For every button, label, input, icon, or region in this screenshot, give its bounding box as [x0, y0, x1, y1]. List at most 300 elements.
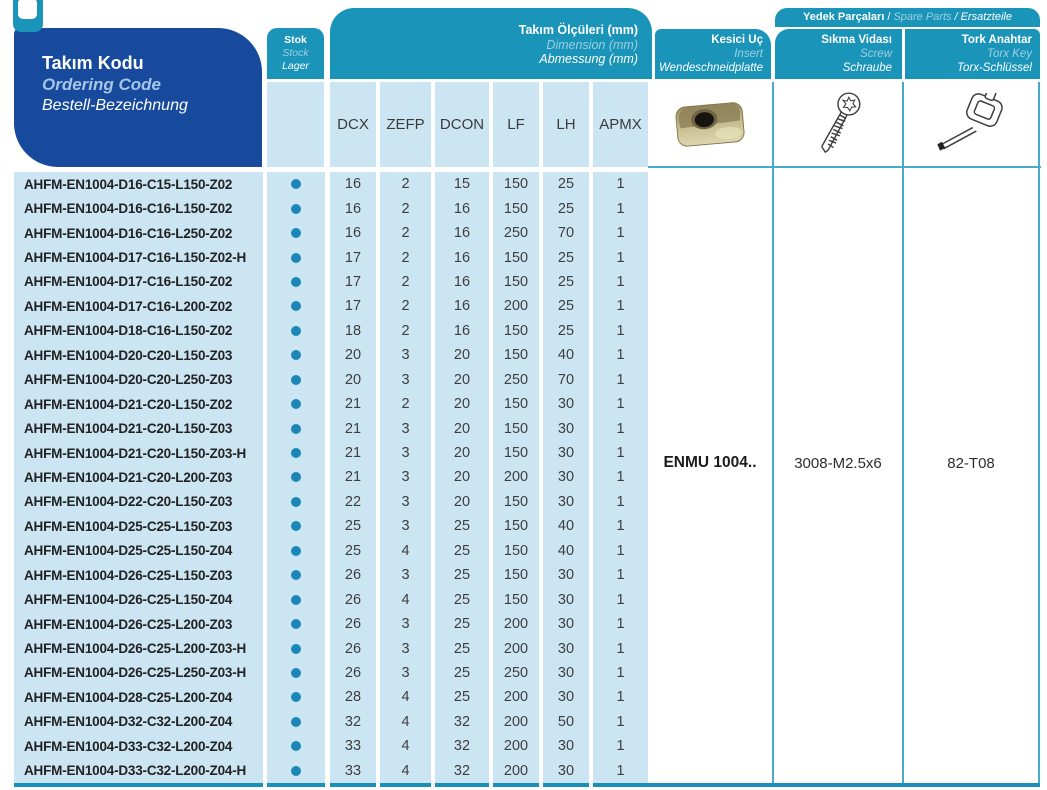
dcon-cell: 16	[435, 319, 489, 343]
zefp-cell: 2	[380, 196, 431, 220]
lh-cell: 30	[543, 587, 589, 611]
lh-cell: 25	[543, 172, 589, 196]
dcon-cell: 25	[435, 539, 489, 563]
dcx-cell: 26	[330, 563, 376, 587]
zefp-cell: 3	[380, 636, 431, 660]
dcon-cell: 25	[435, 587, 489, 611]
screw-title-tr: Sıkma Vidası	[821, 34, 892, 46]
lf-cell: 200	[493, 759, 539, 783]
table-row	[14, 172, 648, 196]
insert-header	[655, 29, 771, 79]
bottom-rule	[493, 783, 539, 787]
screw-title-en: Screw	[860, 48, 892, 60]
table-row	[14, 221, 648, 245]
lf-cell: 150	[493, 490, 539, 514]
stock-dot-icon	[291, 766, 301, 776]
dcx-cell: 28	[330, 685, 376, 709]
dcon-cell: 16	[435, 196, 489, 220]
stock-title-tr: Stok	[284, 34, 307, 46]
lh-cell: 30	[543, 416, 589, 440]
apmx-cell: 1	[593, 368, 648, 392]
stock-cell	[267, 710, 325, 734]
table-row	[14, 685, 648, 709]
apmx-cell: 1	[593, 392, 648, 416]
stock-cell	[267, 343, 325, 367]
apmx-cell: 1	[593, 539, 648, 563]
bottom-rule	[380, 783, 431, 787]
lf-cell: 150	[493, 416, 539, 440]
dcon-cell: 20	[435, 490, 489, 514]
lh-cell: 25	[543, 270, 589, 294]
apmx-cell: 1	[593, 270, 648, 294]
lf-cell: 150	[493, 514, 539, 538]
dcon-cell: 25	[435, 661, 489, 685]
zefp-cell: 2	[380, 270, 431, 294]
dcx-cell: 16	[330, 221, 376, 245]
spare-parts-title-en: Spare Parts	[893, 11, 952, 23]
zefp-cell: 3	[380, 343, 431, 367]
dcon-cell: 25	[435, 612, 489, 636]
stock-title-de: Lager	[282, 60, 309, 72]
torx-key-title-en: Torx Key	[987, 48, 1032, 60]
table-row	[14, 465, 648, 489]
divider	[1038, 82, 1040, 784]
dcon-cell: 25	[435, 636, 489, 660]
stock-dot-icon	[291, 375, 301, 385]
lh-cell: 25	[543, 196, 589, 220]
stock-cell	[267, 587, 325, 611]
apmx-cell: 1	[593, 759, 648, 783]
apmx-cell: 1	[593, 294, 648, 318]
dcx-cell: 26	[330, 661, 376, 685]
stock-dot-icon	[291, 595, 301, 605]
dcon-cell: 16	[435, 245, 489, 269]
stock-cell	[267, 490, 325, 514]
lh-cell: 30	[543, 392, 589, 416]
lh-cell: 30	[543, 685, 589, 709]
apmx-cell: 1	[593, 172, 648, 196]
divider	[648, 166, 1041, 168]
zefp-cell: 2	[380, 172, 431, 196]
spare-parts-band	[775, 8, 1040, 27]
ordering-code-cell: AHFM-EN1004-D33-C32-L200-Z04	[14, 734, 263, 758]
zefp-cell: 3	[380, 368, 431, 392]
ordering-code-cell: AHFM-EN1004-D26-C25-L200-Z03-H	[14, 636, 263, 660]
bottom-rule	[330, 783, 376, 787]
torx-code-value: 82-T08	[947, 454, 995, 472]
stock-dot-icon	[291, 448, 301, 458]
dcx-cell: 17	[330, 294, 376, 318]
zefp-cell: 2	[380, 245, 431, 269]
lh-cell: 25	[543, 245, 589, 269]
lf-cell: 250	[493, 368, 539, 392]
screw-code-value: 3008-M2.5x6	[794, 454, 882, 472]
stock-subcell	[267, 82, 324, 167]
ordering-code-cell: AHFM-EN1004-D16-C16-L150-Z02	[14, 196, 263, 220]
lf-cell: 150	[493, 172, 539, 196]
ordering-code-title-tr: Takım Kodu	[42, 53, 144, 73]
stock-cell	[267, 636, 325, 660]
apmx-cell: 1	[593, 245, 648, 269]
zefp-cell: 3	[380, 490, 431, 514]
lh-cell: 30	[543, 661, 589, 685]
ordering-code-cell: AHFM-EN1004-D26-C25-L150-Z03	[14, 563, 263, 587]
table-row	[14, 587, 648, 611]
apmx-cell: 1	[593, 514, 648, 538]
dimensions-title-tr: Takım Ölçüleri (mm)	[518, 23, 638, 37]
table-row	[14, 368, 648, 392]
stock-cell	[267, 392, 325, 416]
spare-parts-title-de: Ersatzteile	[960, 11, 1012, 23]
apmx-cell: 1	[593, 612, 648, 636]
dcon-cell: 20	[435, 465, 489, 489]
stock-cell	[267, 685, 325, 709]
stock-dot-icon	[291, 399, 301, 409]
lh-cell: 30	[543, 734, 589, 758]
apmx-cell: 1	[593, 416, 648, 440]
ordering-code-cell: AHFM-EN1004-D25-C25-L150-Z04	[14, 539, 263, 563]
table-row	[14, 416, 648, 440]
table-row	[14, 245, 648, 269]
lf-cell: 150	[493, 319, 539, 343]
zefp-cell: 3	[380, 441, 431, 465]
lf-cell: 200	[493, 294, 539, 318]
dcx-cell: 20	[330, 343, 376, 367]
ordering-code-cell: AHFM-EN1004-D17-C16-L150-Z02-H	[14, 245, 263, 269]
dcon-cell: 16	[435, 270, 489, 294]
table-row	[14, 490, 648, 514]
table-row	[14, 612, 648, 636]
separator: /	[954, 11, 958, 23]
zefp-cell: 4	[380, 734, 431, 758]
table-row	[14, 392, 648, 416]
ordering-code-cell: AHFM-EN1004-D20-C20-L250-Z03	[14, 368, 263, 392]
stock-dot-icon	[291, 692, 301, 702]
lf-cell: 150	[493, 441, 539, 465]
stock-cell	[267, 661, 325, 685]
ordering-code-cell: AHFM-EN1004-D17-C16-L150-Z02	[14, 270, 263, 294]
column-header-dcx: DCX	[330, 82, 376, 167]
zefp-cell: 4	[380, 539, 431, 563]
lf-cell: 250	[493, 661, 539, 685]
torx-key-header	[905, 29, 1040, 79]
dcx-cell: 25	[330, 514, 376, 538]
apmx-cell: 1	[593, 343, 648, 367]
stock-cell	[267, 319, 325, 343]
apmx-cell: 1	[593, 661, 648, 685]
table-row	[14, 196, 648, 220]
insert-title-tr: Kesici Uç	[711, 34, 763, 46]
dcx-cell: 16	[330, 196, 376, 220]
stock-dot-icon	[291, 741, 301, 751]
dcx-cell: 26	[330, 612, 376, 636]
stock-dot-icon	[291, 717, 301, 727]
lh-cell: 30	[543, 612, 589, 636]
lf-cell: 200	[493, 685, 539, 709]
stock-dot-icon	[291, 546, 301, 556]
ordering-code-cell: AHFM-EN1004-D28-C25-L200-Z04	[14, 685, 263, 709]
dimensions-title-en: Dimension (mm)	[546, 37, 638, 52]
ordering-code-cell: AHFM-EN1004-D18-C16-L150-Z02	[14, 319, 263, 343]
stock-cell	[267, 368, 325, 392]
dcx-cell: 17	[330, 245, 376, 269]
lh-cell: 50	[543, 710, 589, 734]
ordering-code-cell: AHFM-EN1004-D26-C25-L250-Z03-H	[14, 661, 263, 685]
column-header-dcon: DCON	[435, 82, 489, 167]
zefp-cell: 2	[380, 294, 431, 318]
dcx-cell: 21	[330, 416, 376, 440]
dcx-cell: 21	[330, 441, 376, 465]
corner-tab-icon	[13, 0, 43, 32]
lh-cell: 40	[543, 514, 589, 538]
lh-cell: 25	[543, 319, 589, 343]
apmx-cell: 1	[593, 441, 648, 465]
lf-cell: 200	[493, 636, 539, 660]
dcx-cell: 22	[330, 490, 376, 514]
ordering-code-cell: AHFM-EN1004-D16-C16-L250-Z02	[14, 221, 263, 245]
ordering-code-cell: AHFM-EN1004-D33-C32-L200-Z04-H	[14, 759, 263, 783]
apmx-cell: 1	[593, 221, 648, 245]
stock-cell	[267, 514, 325, 538]
zefp-cell: 4	[380, 710, 431, 734]
column-header-lf: LF	[493, 82, 539, 167]
zefp-cell: 2	[380, 221, 431, 245]
stock-cell	[267, 563, 325, 587]
insert-photo-icon	[668, 94, 752, 154]
table-row	[14, 343, 648, 367]
lf-cell: 150	[493, 245, 539, 269]
zefp-cell: 3	[380, 661, 431, 685]
stock-dot-icon	[291, 301, 301, 311]
stock-dot-icon	[291, 644, 301, 654]
lh-cell: 70	[543, 221, 589, 245]
apmx-cell: 1	[593, 196, 648, 220]
stock-cell	[267, 172, 325, 196]
lf-cell: 250	[493, 221, 539, 245]
lf-cell: 200	[493, 612, 539, 636]
zefp-cell: 4	[380, 587, 431, 611]
stock-cell	[267, 734, 325, 758]
lf-cell: 150	[493, 270, 539, 294]
dcon-cell: 32	[435, 710, 489, 734]
dcon-cell: 20	[435, 392, 489, 416]
zefp-cell: 2	[380, 319, 431, 343]
apmx-cell: 1	[593, 710, 648, 734]
dcx-cell: 33	[330, 759, 376, 783]
zefp-cell: 4	[380, 759, 431, 783]
lf-cell: 200	[493, 710, 539, 734]
lf-cell: 200	[493, 734, 539, 758]
bottom-rule	[648, 783, 1040, 787]
lh-cell: 30	[543, 441, 589, 465]
stock-dot-icon	[291, 253, 301, 263]
dimensions-header	[330, 8, 652, 79]
dcx-cell: 20	[330, 368, 376, 392]
dcon-cell: 20	[435, 368, 489, 392]
zefp-cell: 3	[380, 612, 431, 636]
torx-key-title-tr: Tork Anahtar	[961, 34, 1032, 46]
dcon-cell: 32	[435, 759, 489, 783]
stock-title-en: Stock	[282, 47, 309, 59]
dcon-cell: 32	[435, 734, 489, 758]
zefp-cell: 3	[380, 465, 431, 489]
divider	[772, 82, 774, 784]
zefp-cell: 4	[380, 685, 431, 709]
table-row	[14, 636, 648, 660]
stock-dot-icon	[291, 204, 301, 214]
dcon-cell: 25	[435, 685, 489, 709]
ordering-code-cell: AHFM-EN1004-D22-C20-L150-Z03	[14, 490, 263, 514]
dcon-cell: 20	[435, 343, 489, 367]
bottom-rule	[543, 783, 589, 787]
screw-header	[775, 29, 902, 79]
ordering-code-cell: AHFM-EN1004-D21-C20-L150-Z03-H	[14, 441, 263, 465]
lh-cell: 40	[543, 343, 589, 367]
torx-key-icon	[928, 93, 1014, 155]
divider	[902, 82, 904, 784]
screw-icon	[809, 88, 867, 160]
stock-cell	[267, 759, 325, 783]
apmx-cell: 1	[593, 636, 648, 660]
stock-header	[267, 28, 324, 79]
lh-cell: 25	[543, 294, 589, 318]
dcon-cell: 20	[435, 416, 489, 440]
dcon-cell: 16	[435, 294, 489, 318]
ordering-code-cell: AHFM-EN1004-D16-C15-L150-Z02	[14, 172, 263, 196]
stock-cell	[267, 245, 325, 269]
ordering-code-cell: AHFM-EN1004-D26-C25-L200-Z03	[14, 612, 263, 636]
stock-dot-icon	[291, 619, 301, 629]
stock-dot-icon	[291, 497, 301, 507]
torx-key-title-de: Torx-Schlüssel	[957, 62, 1032, 74]
dcx-cell: 21	[330, 465, 376, 489]
stock-cell	[267, 539, 325, 563]
column-header-lh: LH	[543, 82, 589, 167]
apmx-cell: 1	[593, 734, 648, 758]
stock-dot-icon	[291, 326, 301, 336]
lh-cell: 30	[543, 465, 589, 489]
stock-dot-icon	[291, 424, 301, 434]
apmx-cell: 1	[593, 685, 648, 709]
ordering-code-cell: AHFM-EN1004-D26-C25-L150-Z04	[14, 587, 263, 611]
dcon-cell: 15	[435, 172, 489, 196]
insert-title-de: Wendeschneidplatte	[659, 62, 763, 74]
dcon-cell: 25	[435, 563, 489, 587]
apmx-cell: 1	[593, 319, 648, 343]
stock-dot-icon	[291, 570, 301, 580]
insert-code-value: ENMU 1004..	[663, 454, 757, 471]
stock-dot-icon	[291, 277, 301, 287]
torx-key-photo	[904, 82, 1038, 166]
lf-cell: 200	[493, 465, 539, 489]
dcx-cell: 26	[330, 636, 376, 660]
lh-cell: 40	[543, 539, 589, 563]
zefp-cell: 3	[380, 416, 431, 440]
stock-cell	[267, 416, 325, 440]
table-row	[14, 563, 648, 587]
dcon-cell: 20	[435, 441, 489, 465]
table-row	[14, 319, 648, 343]
stock-cell	[267, 441, 325, 465]
table-row	[14, 661, 648, 685]
lf-cell: 150	[493, 539, 539, 563]
table-body	[14, 172, 648, 783]
lh-cell: 30	[543, 759, 589, 783]
dcx-cell: 26	[330, 587, 376, 611]
stock-cell	[267, 270, 325, 294]
insert-photo	[648, 82, 772, 166]
lf-cell: 150	[493, 563, 539, 587]
ordering-code-cell: AHFM-EN1004-D17-C16-L200-Z02	[14, 294, 263, 318]
table-row	[14, 270, 648, 294]
lf-cell: 150	[493, 196, 539, 220]
corner-tab-inner	[18, 0, 37, 19]
table-row	[14, 514, 648, 538]
ordering-code-cell: AHFM-EN1004-D32-C32-L200-Z04	[14, 710, 263, 734]
zefp-cell: 3	[380, 563, 431, 587]
column-header-zefp: ZEFP	[380, 82, 431, 167]
table-row	[14, 441, 648, 465]
ordering-code-cell: AHFM-EN1004-D21-C20-L200-Z03	[14, 465, 263, 489]
ordering-code-cell: AHFM-EN1004-D25-C25-L150-Z03	[14, 514, 263, 538]
table-row	[14, 710, 648, 734]
dcx-cell: 33	[330, 734, 376, 758]
table-row	[14, 734, 648, 758]
dimensions-title-de: Abmessung (mm)	[539, 52, 638, 66]
bottom-rule	[593, 783, 648, 787]
dcx-cell: 16	[330, 172, 376, 196]
zefp-cell: 2	[380, 392, 431, 416]
lh-cell: 70	[543, 368, 589, 392]
apmx-cell: 1	[593, 563, 648, 587]
ordering-code-cell: AHFM-EN1004-D21-C20-L150-Z02	[14, 392, 263, 416]
bottom-rule	[14, 783, 263, 787]
zefp-cell: 3	[380, 514, 431, 538]
lf-cell: 150	[493, 343, 539, 367]
screw-title-de: Schraube	[842, 62, 892, 74]
dcon-cell: 25	[435, 514, 489, 538]
stock-dot-icon	[291, 521, 301, 531]
dcx-cell: 25	[330, 539, 376, 563]
stock-cell	[267, 612, 325, 636]
stock-dot-icon	[291, 668, 301, 678]
bottom-rule	[267, 783, 325, 787]
ordering-code-cell: AHFM-EN1004-D21-C20-L150-Z03	[14, 416, 263, 440]
ordering-code-header	[14, 28, 262, 167]
dcx-cell: 18	[330, 319, 376, 343]
table-row	[14, 539, 648, 563]
table-row	[14, 294, 648, 318]
column-header-apmx: APMX	[593, 82, 648, 167]
spare-parts-title-tr: Yedek Parçaları	[803, 11, 885, 23]
apmx-cell: 1	[593, 587, 648, 611]
table-row	[14, 759, 648, 783]
bottom-rule	[435, 783, 489, 787]
stock-cell	[267, 465, 325, 489]
dcx-cell: 32	[330, 710, 376, 734]
stock-dot-icon	[291, 228, 301, 238]
lh-cell: 30	[543, 636, 589, 660]
lf-cell: 150	[493, 392, 539, 416]
apmx-cell: 1	[593, 465, 648, 489]
stock-cell	[267, 196, 325, 220]
dcx-cell: 21	[330, 392, 376, 416]
stock-cell	[267, 221, 325, 245]
ordering-code-title-en: Ordering Code	[42, 75, 162, 94]
stock-cell	[267, 294, 325, 318]
dcx-cell: 17	[330, 270, 376, 294]
insert-title-en: Insert	[734, 48, 763, 60]
